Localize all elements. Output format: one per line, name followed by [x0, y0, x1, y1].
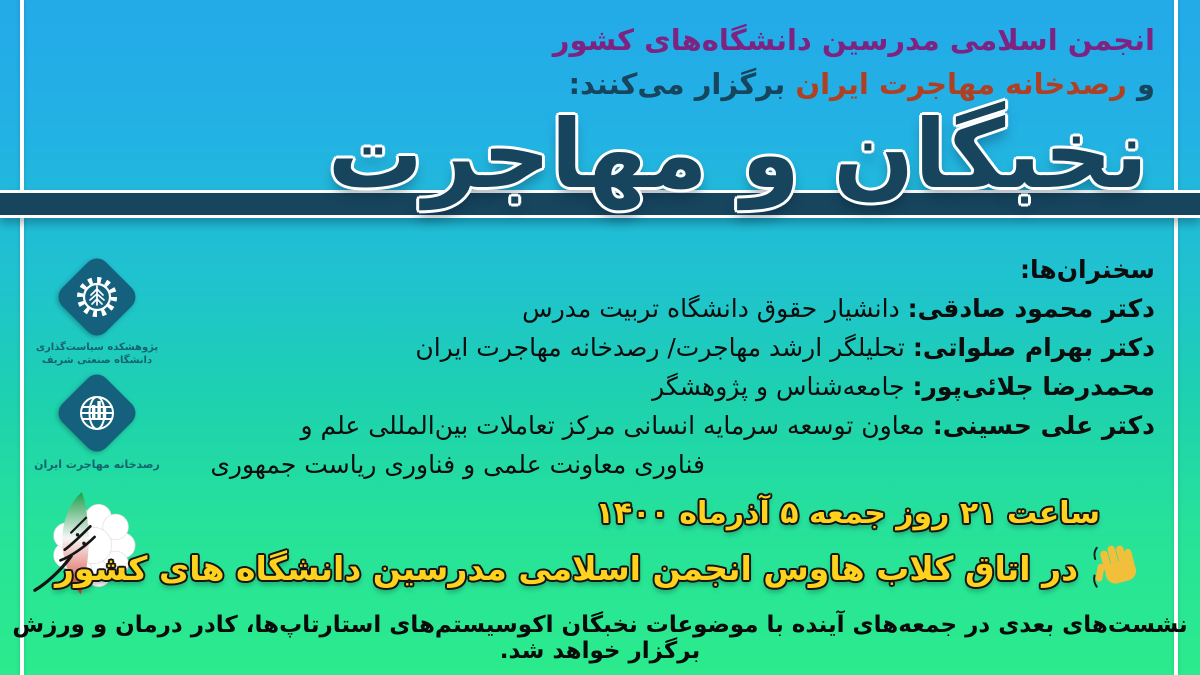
speaker-desc: فناوری معاونت علمی و فناوری ریاست جمهوری [210, 450, 705, 479]
organizer-line-1: انجمن اسلامی مدرسین دانشگاه‌های کشور [552, 23, 1155, 57]
speaker-name: محمدرضا جلائی‌پور: [912, 372, 1155, 401]
iran-migration-observatory-logo [53, 369, 141, 457]
speaker-row [210, 289, 1155, 328]
speaker-desc: معاون توسعه سرمایه انسانی مرکز تعاملات بین‌المللی علم و [300, 411, 933, 440]
speaker-row [210, 367, 1155, 406]
schedule-time-line: ساعت ۲۱ روز جمعه ۵ آذرماه ۱۴۰۰ [595, 496, 1100, 531]
schedule-venue-line: در اتاق کلاب هاوس انجمن اسلامی مدرسین دانشگاه های کشور [55, 548, 1078, 588]
frame-line-right [1174, 0, 1178, 675]
organizers-header [553, 18, 1155, 106]
sharif-caption-line1: پژوهشکده سیاست‌گذاری [35, 342, 159, 353]
globe-bars-emblem-icon [74, 390, 120, 436]
sharif-logo-caption [10, 341, 184, 367]
speaker-name: دکتر محمود صادقی: [907, 294, 1155, 323]
schedule-venue-row [55, 541, 1144, 595]
sharif-caption-line2: دانشگاه صنعتی شریف [41, 355, 153, 366]
speakers-heading: سخنران‌ها: [1020, 255, 1155, 284]
frame-line-left [20, 0, 24, 675]
speaker-name: دکتر علی حسینی: [932, 411, 1155, 440]
speaker-row [210, 328, 1155, 367]
speaker-row-continuation [210, 445, 1155, 484]
speaker-name: دکتر بهرام صلواتی: [912, 333, 1155, 362]
organizer-line-2-highlight: رصدخانه مهاجرت ایران [795, 67, 1127, 101]
organizer-line-2-prefix: و [1126, 67, 1155, 101]
sharif-policy-institute-logo [53, 253, 141, 341]
speaker-desc: جامعه‌شناس و پژوهشگر [652, 372, 913, 401]
waving-hand-icon [1090, 541, 1144, 595]
organizer-line-2-suffix: برگزار می‌کنند: [568, 67, 796, 101]
poster-title: نخبگان و مهاجرت [327, 100, 1148, 210]
speaker-desc: دانشیار حقوق دانشگاه تربیت مدرس [522, 294, 908, 323]
speakers-section [210, 250, 1155, 484]
speaker-row [210, 406, 1155, 445]
next-sessions-note: نشست‌های بعدی در جمعه‌های آینده با موضوعات نخبگان اکوسیستم‌های استارتاپ‌ها، کادر درمان و ورزش برگزار خواهد شد. [12, 612, 1188, 664]
speaker-desc: تحلیلگر ارشد مهاجرت/ رصدخانه مهاجرت ایران [415, 333, 913, 362]
gear-tree-emblem-icon [74, 274, 120, 320]
observatory-logo-caption: رصدخانه مهاجرت ایران [34, 458, 160, 471]
